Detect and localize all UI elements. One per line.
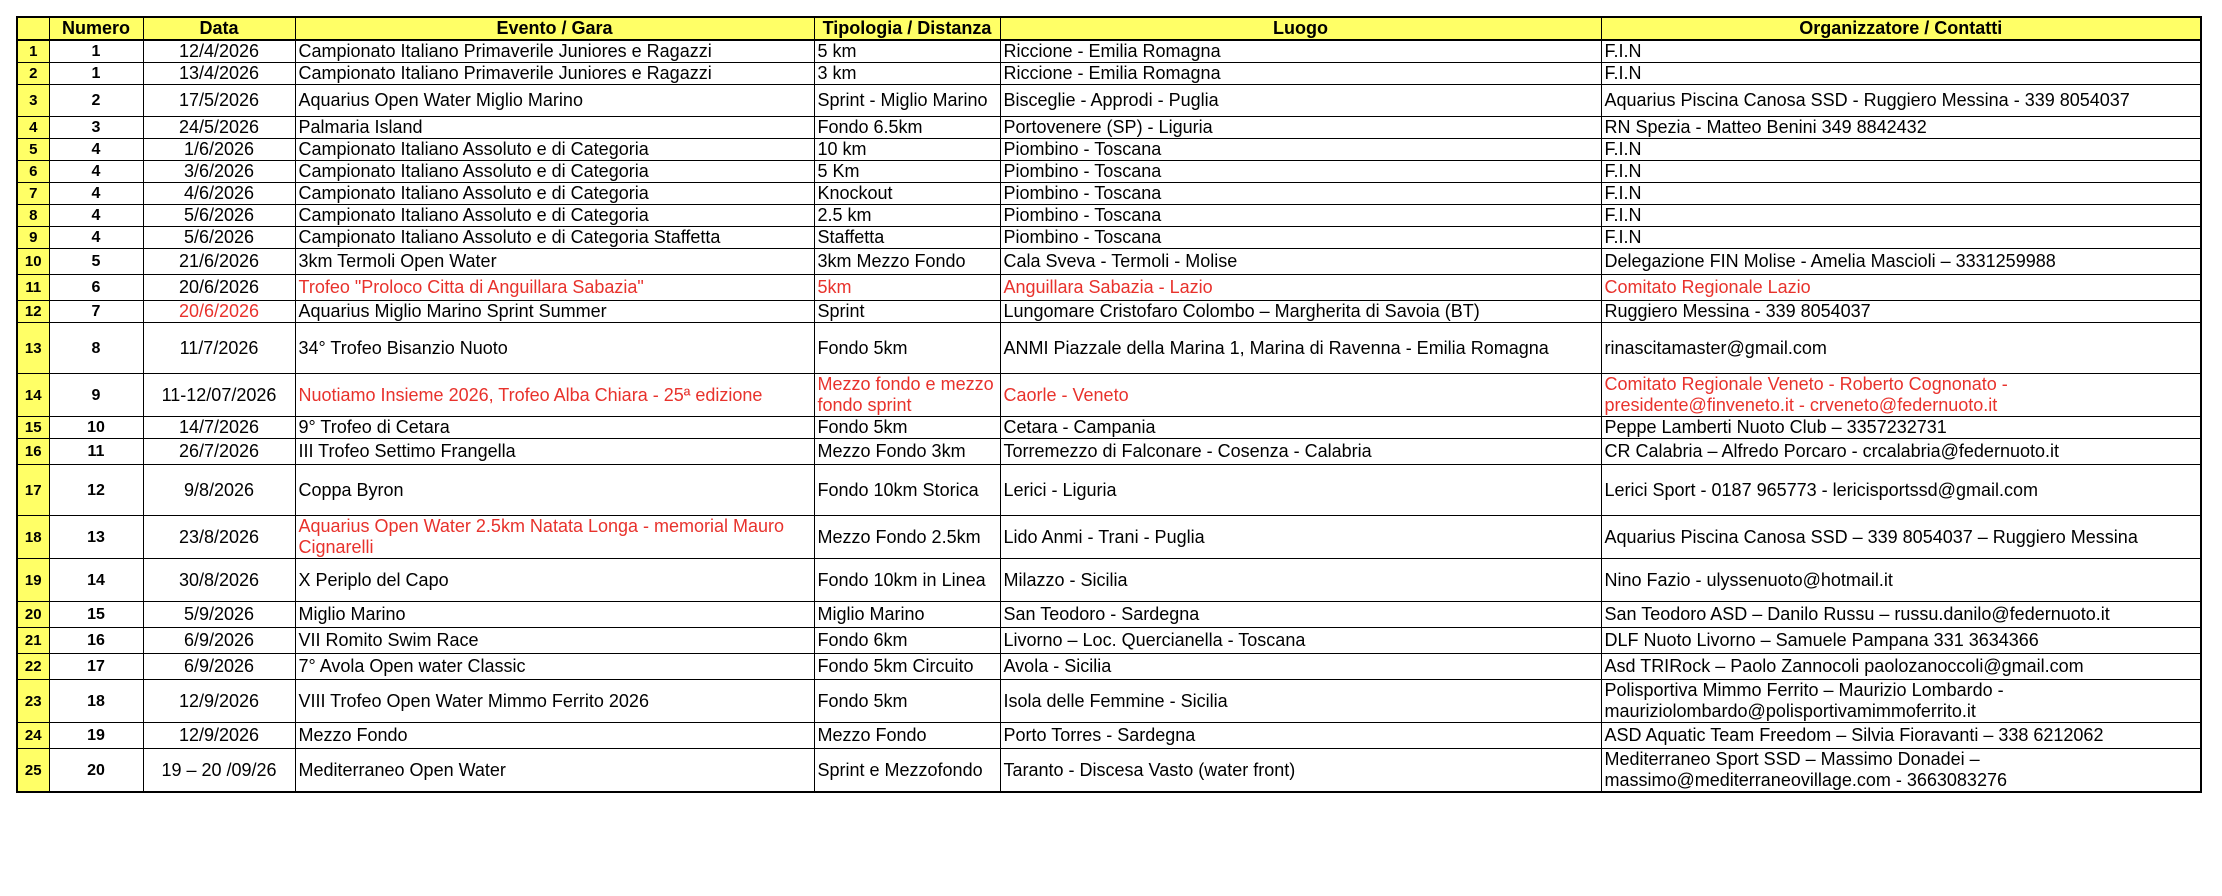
- row-header[interactable]: 25: [17, 749, 49, 793]
- cell-evento[interactable]: Trofeo "Proloco Citta di Anguillara Sabazia": [295, 275, 814, 301]
- cell-evento[interactable]: Coppa Byron: [295, 465, 814, 516]
- cell-organizzatore[interactable]: Aquarius Piscina Canosa SSD - Ruggiero Messina - 339 8054037: [1601, 85, 2201, 117]
- cell-numero[interactable]: 4: [49, 183, 143, 205]
- cell-luogo[interactable]: Lerici - Liguria: [1000, 465, 1601, 516]
- cell-organizzatore[interactable]: Peppe Lamberti Nuoto Club – 3357232731: [1601, 417, 2201, 439]
- row-header[interactable]: 4: [17, 117, 49, 139]
- cell-data[interactable]: 5/9/2026: [143, 602, 295, 628]
- events-table: [16, 16, 2202, 793]
- cell-numero[interactable]: 4: [49, 139, 143, 161]
- cell-numero[interactable]: 2: [49, 85, 143, 117]
- table-row: [17, 63, 2201, 85]
- cell-tipologia[interactable]: Mezzo Fondo 2.5km: [814, 516, 1000, 559]
- cell-numero[interactable]: 3: [49, 117, 143, 139]
- cell-data[interactable]: 30/8/2026: [143, 559, 295, 602]
- cell-evento[interactable]: Palmaria Island: [295, 117, 814, 139]
- row-header[interactable]: 2: [17, 63, 49, 85]
- cell-evento[interactable]: VII Romito Swim Race: [295, 628, 814, 654]
- cell-data[interactable]: 17/5/2026: [143, 85, 295, 117]
- cell-numero[interactable]: 8: [49, 323, 143, 374]
- cell-evento[interactable]: Campionato Italiano Primaverile Juniores e Ragazzi: [295, 63, 814, 85]
- cell-numero[interactable]: 19: [49, 723, 143, 749]
- cell-organizzatore[interactable]: Polisportiva Mimmo Ferrito – Maurizio Lombardo - mauriziolombardo@polisportivamimmoferrito.it: [1601, 680, 2201, 723]
- cell-tipologia[interactable]: Sprint e Mezzofondo: [814, 749, 1000, 793]
- cell-numero[interactable]: 15: [49, 602, 143, 628]
- cell-organizzatore[interactable]: Ruggiero Messina - 339 8054037: [1601, 301, 2201, 323]
- cell-tipologia[interactable]: Fondo 5km Circuito: [814, 654, 1000, 680]
- cell-luogo[interactable]: Isola delle Femmine - Sicilia: [1000, 680, 1601, 723]
- cell-numero[interactable]: 9: [49, 374, 143, 417]
- cell-tipologia[interactable]: Sprint - Miglio Marino: [814, 85, 1000, 117]
- cell-luogo[interactable]: Livorno – Loc. Quercianella - Toscana: [1000, 628, 1601, 654]
- row-header[interactable]: 11: [17, 275, 49, 301]
- cell-tipologia[interactable]: Knockout: [814, 183, 1000, 205]
- cell-organizzatore[interactable]: Lerici Sport - 0187 965773 - lericisportssd@gmail.com: [1601, 465, 2201, 516]
- cell-organizzatore[interactable]: San Teodoro ASD – Danilo Russu – russu.danilo@federnuoto.it: [1601, 602, 2201, 628]
- cell-evento[interactable]: Campionato Italiano Assoluto e di Categoria: [295, 183, 814, 205]
- cell-luogo[interactable]: Avola - Sicilia: [1000, 654, 1601, 680]
- cell-numero[interactable]: 13: [49, 516, 143, 559]
- cell-numero[interactable]: 1: [49, 40, 143, 63]
- cell-data[interactable]: 24/5/2026: [143, 117, 295, 139]
- cell-organizzatore[interactable]: Comitato Regionale Veneto - Roberto Cognonato - presidente@finveneto.it - crveneto@federnuoto.it: [1601, 374, 2201, 417]
- cell-luogo[interactable]: San Teodoro - Sardegna: [1000, 602, 1601, 628]
- row-header[interactable]: 5: [17, 139, 49, 161]
- cell-tipologia[interactable]: Staffetta: [814, 227, 1000, 249]
- cell-organizzatore[interactable]: Asd TRIRock – Paolo Zannocoli paolozanoccoli@gmail.com: [1601, 654, 2201, 680]
- cell-organizzatore[interactable]: RN Spezia - Matteo Benini 349 8842432: [1601, 117, 2201, 139]
- row-header[interactable]: 19: [17, 559, 49, 602]
- cell-evento[interactable]: Aquarius Open Water Miglio Marino: [295, 85, 814, 117]
- cell-tipologia[interactable]: Fondo 6.5km: [814, 117, 1000, 139]
- table-row: [17, 117, 2201, 139]
- cell-evento[interactable]: Campionato Italiano Primaverile Juniores e Ragazzi: [295, 40, 814, 63]
- cell-luogo[interactable]: Piombino - Toscana: [1000, 227, 1601, 249]
- cell-luogo[interactable]: ANMI Piazzale della Marina 1, Marina di Ravenna - Emilia Romagna: [1000, 323, 1601, 374]
- cell-luogo[interactable]: Caorle - Veneto: [1000, 374, 1601, 417]
- cell-numero[interactable]: 6: [49, 275, 143, 301]
- cell-numero[interactable]: 17: [49, 654, 143, 680]
- row-header[interactable]: 13: [17, 323, 49, 374]
- cell-organizzatore[interactable]: F.I.N: [1601, 205, 2201, 227]
- cell-evento[interactable]: Mediterraneo Open Water: [295, 749, 814, 793]
- cell-organizzatore[interactable]: Mediterraneo Sport SSD – Massimo Donadei – massimo@mediterraneovillage.com - 3663083276: [1601, 749, 2201, 793]
- table-row: [17, 439, 2201, 465]
- cell-luogo[interactable]: Piombino - Toscana: [1000, 183, 1601, 205]
- cell-numero[interactable]: 14: [49, 559, 143, 602]
- cell-numero[interactable]: 1: [49, 63, 143, 85]
- cell-tipologia[interactable]: Mezzo fondo e mezzo fondo sprint: [814, 374, 1000, 417]
- cell-evento[interactable]: VIII Trofeo Open Water Mimmo Ferrito 2026: [295, 680, 814, 723]
- table-row: [17, 40, 2201, 63]
- cell-evento[interactable]: Nuotiamo Insieme 2026, Trofeo Alba Chiara - 25ª edizione: [295, 374, 814, 417]
- cell-luogo[interactable]: Anguillara Sabazia - Lazio: [1000, 275, 1601, 301]
- cell-organizzatore[interactable]: rinascitamaster@gmail.com: [1601, 323, 2201, 374]
- cell-evento[interactable]: 34° Trofeo Bisanzio Nuoto: [295, 323, 814, 374]
- cell-data[interactable]: 20/6/2026: [143, 301, 295, 323]
- cell-data[interactable]: 1/6/2026: [143, 139, 295, 161]
- cell-luogo[interactable]: Riccione - Emilia Romagna: [1000, 40, 1601, 63]
- cell-evento[interactable]: Aquarius Open Water 2.5km Natata Longa - memorial Mauro Cignarelli: [295, 516, 814, 559]
- cell-data[interactable]: 9/8/2026: [143, 465, 295, 516]
- row-header[interactable]: 22: [17, 654, 49, 680]
- row-header[interactable]: 20: [17, 602, 49, 628]
- cell-organizzatore[interactable]: F.I.N: [1601, 63, 2201, 85]
- table-row: [17, 205, 2201, 227]
- cell-tipologia[interactable]: Mezzo Fondo: [814, 723, 1000, 749]
- cell-evento[interactable]: Mezzo Fondo: [295, 723, 814, 749]
- cell-tipologia[interactable]: 3 km: [814, 63, 1000, 85]
- row-header[interactable]: 10: [17, 249, 49, 275]
- cell-evento[interactable]: 9° Trofeo di Cetara: [295, 417, 814, 439]
- cell-numero[interactable]: 5: [49, 249, 143, 275]
- table-row: [17, 602, 2201, 628]
- cell-data[interactable]: 23/8/2026: [143, 516, 295, 559]
- cell-luogo[interactable]: Taranto - Discesa Vasto (water front): [1000, 749, 1601, 793]
- cell-organizzatore[interactable]: ASD Aquatic Team Freedom – Silvia Fioravanti – 338 6212062: [1601, 723, 2201, 749]
- cell-data[interactable]: 5/6/2026: [143, 227, 295, 249]
- cell-tipologia[interactable]: Fondo 5km: [814, 323, 1000, 374]
- table-row: [17, 249, 2201, 275]
- table-row: [17, 417, 2201, 439]
- cell-luogo[interactable]: Lido Anmi - Trani - Puglia: [1000, 516, 1601, 559]
- cell-data[interactable]: 6/9/2026: [143, 628, 295, 654]
- row-header[interactable]: 18: [17, 516, 49, 559]
- cell-numero[interactable]: 16: [49, 628, 143, 654]
- cell-organizzatore[interactable]: Nino Fazio - ulyssenuoto@hotmail.it: [1601, 559, 2201, 602]
- corner-cell[interactable]: [17, 17, 49, 40]
- cell-luogo[interactable]: Piombino - Toscana: [1000, 139, 1601, 161]
- cell-numero[interactable]: 4: [49, 205, 143, 227]
- cell-organizzatore[interactable]: F.I.N: [1601, 161, 2201, 183]
- cell-data[interactable]: 6/9/2026: [143, 654, 295, 680]
- cell-numero[interactable]: 4: [49, 227, 143, 249]
- cell-data[interactable]: 3/6/2026: [143, 161, 295, 183]
- cell-luogo[interactable]: Cala Sveva - Termoli - Molise: [1000, 249, 1601, 275]
- cell-evento[interactable]: 7° Avola Open water Classic: [295, 654, 814, 680]
- cell-tipologia[interactable]: 3km Mezzo Fondo: [814, 249, 1000, 275]
- cell-evento[interactable]: Campionato Italiano Assoluto e di Categoria Staffetta: [295, 227, 814, 249]
- cell-data[interactable]: 14/7/2026: [143, 417, 295, 439]
- cell-organizzatore[interactable]: F.I.N: [1601, 183, 2201, 205]
- cell-tipologia[interactable]: Fondo 10km in Linea: [814, 559, 1000, 602]
- cell-data[interactable]: 12/4/2026: [143, 40, 295, 63]
- header-tipologia[interactable]: Tipologia / Distanza: [814, 17, 1000, 40]
- cell-organizzatore[interactable]: DLF Nuoto Livorno – Samuele Pampana 331 3634366: [1601, 628, 2201, 654]
- cell-numero[interactable]: 18: [49, 680, 143, 723]
- cell-tipologia[interactable]: Sprint: [814, 301, 1000, 323]
- table-row: [17, 374, 2201, 417]
- table-row: [17, 323, 2201, 374]
- cell-organizzatore[interactable]: Aquarius Piscina Canosa SSD – 339 8054037 – Ruggiero Messina: [1601, 516, 2201, 559]
- table-row: [17, 227, 2201, 249]
- cell-data[interactable]: 12/9/2026: [143, 723, 295, 749]
- cell-evento[interactable]: Miglio Marino: [295, 602, 814, 628]
- cell-luogo[interactable]: Riccione - Emilia Romagna: [1000, 63, 1601, 85]
- header-organizzatore[interactable]: Organizzatore / Contatti: [1601, 17, 2201, 40]
- cell-evento[interactable]: Aquarius Miglio Marino Sprint Summer: [295, 301, 814, 323]
- table-row: [17, 628, 2201, 654]
- cell-tipologia[interactable]: Miglio Marino: [814, 602, 1000, 628]
- cell-tipologia[interactable]: Fondo 6km: [814, 628, 1000, 654]
- row-header[interactable]: 17: [17, 465, 49, 516]
- cell-tipologia[interactable]: 5 Km: [814, 161, 1000, 183]
- cell-evento[interactable]: 3km Termoli Open Water: [295, 249, 814, 275]
- cell-luogo[interactable]: Portovenere (SP) - Liguria: [1000, 117, 1601, 139]
- cell-luogo[interactable]: Milazzo - Sicilia: [1000, 559, 1601, 602]
- row-header[interactable]: 12: [17, 301, 49, 323]
- cell-organizzatore[interactable]: F.I.N: [1601, 227, 2201, 249]
- header-evento[interactable]: Evento / Gara: [295, 17, 814, 40]
- table-row: [17, 275, 2201, 301]
- cell-tipologia[interactable]: 5 km: [814, 40, 1000, 63]
- cell-organizzatore[interactable]: F.I.N: [1601, 40, 2201, 63]
- cell-data[interactable]: 26/7/2026: [143, 439, 295, 465]
- row-header[interactable]: 7: [17, 183, 49, 205]
- cell-data[interactable]: 11/7/2026: [143, 323, 295, 374]
- cell-data[interactable]: 5/6/2026: [143, 205, 295, 227]
- cell-luogo[interactable]: Lungomare Cristofaro Colombo – Margherita di Savoia (BT): [1000, 301, 1601, 323]
- row-header[interactable]: 8: [17, 205, 49, 227]
- row-header[interactable]: 15: [17, 417, 49, 439]
- table-row: [17, 749, 2201, 793]
- cell-data[interactable]: 20/6/2026: [143, 275, 295, 301]
- row-header[interactable]: 3: [17, 85, 49, 117]
- row-header[interactable]: 23: [17, 680, 49, 723]
- cell-numero[interactable]: 10: [49, 417, 143, 439]
- table-row: [17, 559, 2201, 602]
- cell-tipologia[interactable]: Fondo 5km: [814, 417, 1000, 439]
- cell-organizzatore[interactable]: Delegazione FIN Molise - Amelia Mascioli – 3331259988: [1601, 249, 2201, 275]
- table-row: [17, 654, 2201, 680]
- cell-numero[interactable]: 20: [49, 749, 143, 793]
- header-row: [17, 17, 2201, 40]
- cell-numero[interactable]: 12: [49, 465, 143, 516]
- row-header[interactable]: 6: [17, 161, 49, 183]
- row-header[interactable]: 16: [17, 439, 49, 465]
- table-row: [17, 680, 2201, 723]
- row-header[interactable]: 24: [17, 723, 49, 749]
- table-row: [17, 139, 2201, 161]
- table-row: [17, 183, 2201, 205]
- cell-luogo[interactable]: Porto Torres - Sardegna: [1000, 723, 1601, 749]
- row-header[interactable]: 14: [17, 374, 49, 417]
- header-data[interactable]: Data: [143, 17, 295, 40]
- cell-evento[interactable]: X Periplo del Capo: [295, 559, 814, 602]
- cell-luogo[interactable]: Torremezzo di Falconare - Cosenza - Calabria: [1000, 439, 1601, 465]
- cell-luogo[interactable]: Bisceglie - Approdi - Puglia: [1000, 85, 1601, 117]
- cell-evento[interactable]: Campionato Italiano Assoluto e di Categoria: [295, 205, 814, 227]
- row-header[interactable]: 9: [17, 227, 49, 249]
- cell-data[interactable]: 12/9/2026: [143, 680, 295, 723]
- cell-evento[interactable]: III Trofeo Settimo Frangella: [295, 439, 814, 465]
- cell-tipologia[interactable]: Fondo 5km: [814, 680, 1000, 723]
- cell-data[interactable]: 11-12/07/2026: [143, 374, 295, 417]
- cell-evento[interactable]: Campionato Italiano Assoluto e di Categoria: [295, 161, 814, 183]
- table-row: [17, 161, 2201, 183]
- cell-numero[interactable]: 7: [49, 301, 143, 323]
- cell-numero[interactable]: 11: [49, 439, 143, 465]
- header-numero[interactable]: Numero: [49, 17, 143, 40]
- cell-numero[interactable]: 4: [49, 161, 143, 183]
- cell-organizzatore[interactable]: Comitato Regionale Lazio: [1601, 275, 2201, 301]
- cell-data[interactable]: 21/6/2026: [143, 249, 295, 275]
- cell-data[interactable]: 19 – 20 /09/26: [143, 749, 295, 793]
- cell-data[interactable]: 13/4/2026: [143, 63, 295, 85]
- cell-data[interactable]: 4/6/2026: [143, 183, 295, 205]
- table-row: [17, 723, 2201, 749]
- table-row: [17, 516, 2201, 559]
- cell-luogo[interactable]: Piombino - Toscana: [1000, 161, 1601, 183]
- row-header[interactable]: 21: [17, 628, 49, 654]
- table-row: [17, 301, 2201, 323]
- header-luogo[interactable]: Luogo: [1000, 17, 1601, 40]
- cell-tipologia[interactable]: 5km: [814, 275, 1000, 301]
- cell-tipologia[interactable]: 10 km: [814, 139, 1000, 161]
- table-row: [17, 465, 2201, 516]
- table-row: [17, 85, 2201, 117]
- cell-luogo[interactable]: Cetara - Campania: [1000, 417, 1601, 439]
- cell-tipologia[interactable]: 2.5 km: [814, 205, 1000, 227]
- cell-tipologia[interactable]: Fondo 10km Storica: [814, 465, 1000, 516]
- cell-evento[interactable]: Campionato Italiano Assoluto e di Categoria: [295, 139, 814, 161]
- row-header[interactable]: 1: [17, 40, 49, 63]
- cell-tipologia[interactable]: Mezzo Fondo 3km: [814, 439, 1000, 465]
- cell-organizzatore[interactable]: CR Calabria – Alfredo Porcaro - crcalabria@federnuoto.it: [1601, 439, 2201, 465]
- cell-organizzatore[interactable]: F.I.N: [1601, 139, 2201, 161]
- cell-luogo[interactable]: Piombino - Toscana: [1000, 205, 1601, 227]
